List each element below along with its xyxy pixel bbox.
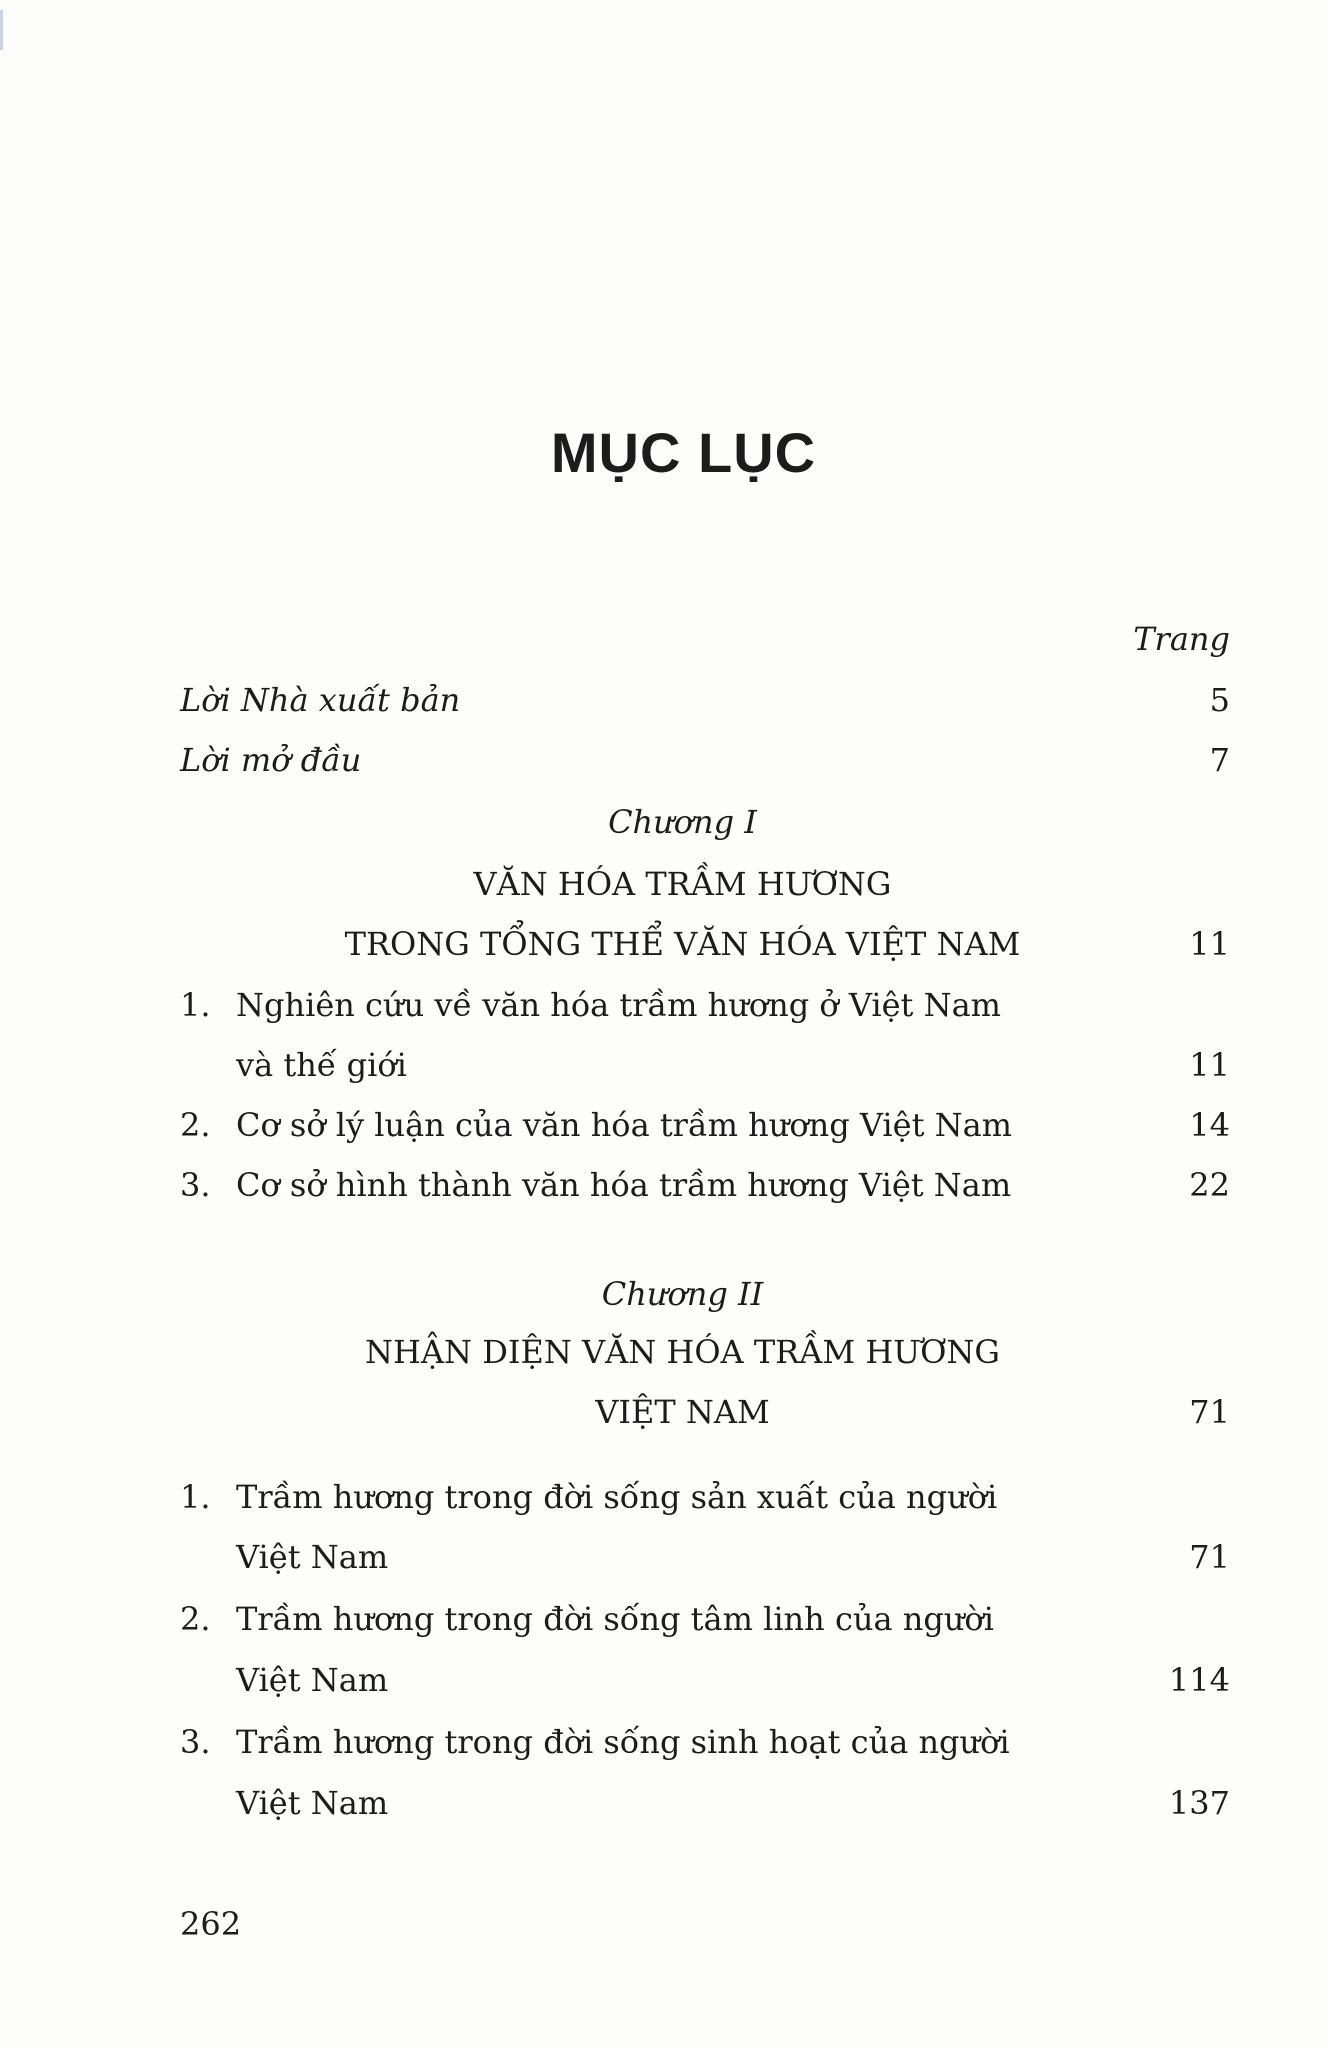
- scan-edge-mark: [0, 10, 3, 50]
- chapter-1-title-line-1: [180, 862, 1230, 906]
- chapter-label-text: Chương I: [608, 803, 757, 841]
- toc-section-2-2: [180, 1597, 1230, 1641]
- page-title: MỤC LỤC: [550, 421, 817, 484]
- section-number: 3.: [180, 1166, 211, 1204]
- section-text: và thế giới: [236, 1046, 407, 1084]
- section-text: Việt Nam: [236, 1661, 389, 1699]
- section-number: 3.: [180, 1723, 211, 1761]
- toc-entry-page: 7: [1209, 741, 1230, 779]
- chapter-1-label: [180, 800, 1230, 844]
- section-number: 1.: [180, 1478, 211, 1516]
- page-column-label: Trang: [1133, 620, 1230, 658]
- section-page: 71: [1189, 1538, 1230, 1576]
- toc-entry-publisher-note: [180, 678, 1230, 722]
- toc-section-1-1-cont: [180, 1043, 1230, 1087]
- section-page: 22: [1189, 1166, 1230, 1204]
- section-number: 2.: [180, 1600, 211, 1638]
- chapter-2-label: [180, 1272, 1230, 1316]
- section-text: Trầm hương trong đời sống sinh hoạt của người: [236, 1723, 1010, 1761]
- section-text: Việt Nam: [236, 1538, 389, 1576]
- chapter-title-text: VĂN HÓA TRẦM HƯƠNG: [473, 865, 892, 903]
- chapter-1-title-line-2: [180, 922, 1230, 966]
- chapter-title-text: VIỆT NAM: [595, 1393, 770, 1431]
- toc-entry-introduction: [180, 738, 1230, 782]
- chapter-2-title-line-2: [180, 1390, 1230, 1434]
- section-text: Trầm hương trong đời sống tâm linh của người: [236, 1600, 994, 1638]
- section-page: 14: [1189, 1106, 1230, 1144]
- chapter-label-text: Chương II: [601, 1275, 764, 1313]
- toc-section-2-1-cont: [180, 1535, 1230, 1579]
- section-page: 11: [1189, 1046, 1230, 1084]
- chapter-page: 11: [1189, 925, 1230, 963]
- section-text: Cơ sở lý luận của văn hóa trầm hương Việt Nam: [236, 1106, 1013, 1144]
- toc-section-2-3: [180, 1720, 1230, 1764]
- toc-section-2-2-cont: [180, 1658, 1230, 1702]
- chapter-page: 71: [1189, 1393, 1230, 1431]
- chapter-title-text: NHẬN DIỆN VĂN HÓA TRẦM HƯƠNG: [365, 1333, 1000, 1371]
- toc-section-1-1: [180, 983, 1230, 1027]
- toc-section-2-3-cont: [180, 1781, 1230, 1825]
- chapter-2-title-line-1: [180, 1330, 1230, 1374]
- section-number: 2.: [180, 1106, 211, 1144]
- toc-entry-page: 5: [1209, 681, 1230, 719]
- toc-entry-text: Lời Nhà xuất bản: [180, 681, 461, 719]
- page-number: 262: [180, 1905, 242, 1943]
- chapter-title-text: TRONG TỔNG THỂ VĂN HÓA VIỆT NAM: [344, 925, 1021, 963]
- section-text: Trầm hương trong đời sống sản xuất của người: [236, 1478, 998, 1516]
- toc-section-1-3: [180, 1163, 1230, 1207]
- section-number: 1.: [180, 986, 211, 1024]
- section-page: 114: [1168, 1661, 1230, 1699]
- section-text: Việt Nam: [236, 1784, 389, 1822]
- section-page: 137: [1168, 1784, 1230, 1822]
- toc-entry-text: Lời mở đầu: [180, 741, 362, 779]
- toc-section-1-2: [180, 1103, 1230, 1147]
- toc-section-2-1: [180, 1475, 1230, 1519]
- section-text: Cơ sở hình thành văn hóa trầm hương Việt Nam: [236, 1166, 1012, 1204]
- section-text: Nghiên cứu về văn hóa trầm hương ở Việt Nam: [236, 986, 1001, 1024]
